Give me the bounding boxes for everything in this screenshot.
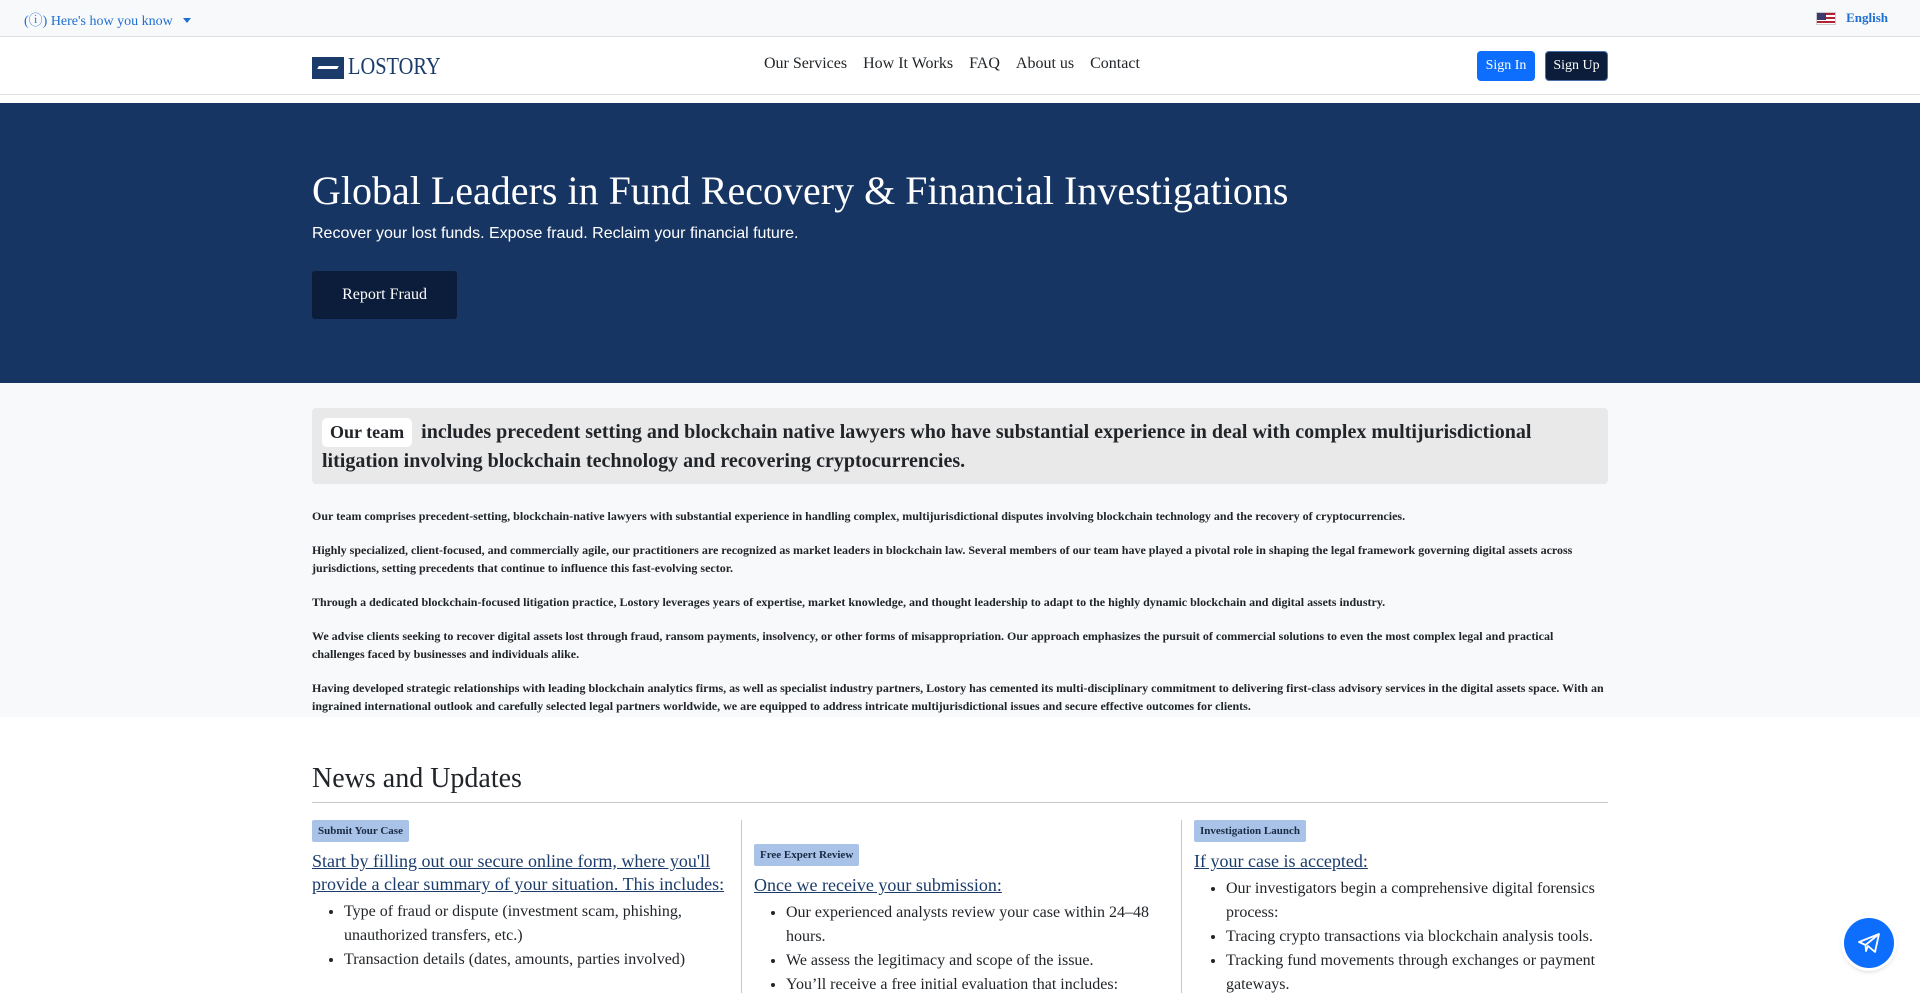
news-column-investigation-launch	[1181, 820, 1601, 993]
hero-title: Global Leaders in Fund Recovery & Financial Investigations	[312, 168, 1289, 213]
telegram-icon	[1856, 931, 1882, 955]
team-headline: includes precedent setting and blockchain native lawyers who have substantial experience in deal with complex multijurisdictional litigation involving blockchain technology and recovering cryptocurrencies.	[322, 421, 1532, 472]
team-section	[0, 383, 1920, 717]
team-paragraph: Our team comprises precedent-setting, blockchain-native lawyers with substantial experience in handling complex, multijurisdictional disputes involving blockchain technology and the recovery of cryptocurrencies.	[312, 509, 1406, 523]
heres-how-you-know-label: (ⓘ) Here's how you know	[24, 14, 173, 29]
list-item: • You’ll receive a free initial evaluation that includes:	[786, 973, 1161, 993]
chevron-down-icon	[183, 18, 191, 23]
sign-in-button[interactable]: Sign In	[1477, 51, 1535, 81]
telegram-chat-button[interactable]	[1844, 918, 1894, 968]
list-item: • Tracing crypto transactions via blockchain analysis tools.	[1226, 925, 1601, 949]
report-fraud-button[interactable]: Report Fraud	[312, 271, 457, 319]
list-item: • Tracking fund movements through exchanges or payment gateways.	[1226, 949, 1601, 993]
us-flag-icon	[1816, 12, 1836, 25]
step-heading-link[interactable]: Once we receive your submission:	[754, 875, 1002, 895]
list-item: • Our investigators begin a comprehensive digital forensics process:	[1226, 877, 1601, 925]
logo[interactable]	[312, 54, 457, 81]
news-column-expert-review	[741, 820, 1161, 993]
logo-text: LOSTORY	[348, 54, 441, 80]
logo-mark-icon	[312, 57, 344, 79]
team-paragraph: Through a dedicated blockchain-focused litigation practice, Lostory leverages years of expertise, market knowledge, and thought leadership to adapt to the highly dynamic blockchain and digital assets industry.	[312, 595, 1386, 609]
language-label: English	[1846, 10, 1888, 25]
step-heading-link[interactable]: Start by filling out our secure online form, where you'll provide a clear summary of your situation. This includes:	[312, 851, 725, 894]
news-title: News and Updates	[312, 763, 522, 794]
news-column-submit-case	[312, 820, 732, 972]
news-divider	[312, 802, 1608, 803]
team-paragraph: Having developed strategic relationships with leading blockchain analytics firms, as well as specialist industry partners, Lostory has cemented its multi-disciplinary commitment to delivering first-class advisory services in the digital assets space. With an ingrained international outlook and carefully selected legal partners worldwide, we are equipped to address intricate multijurisdictional issues and secure effective outcomes for clients.	[312, 681, 1604, 713]
team-paragraph: Highly specialized, client-focused, and commercially agile, our practitioners are recognized as market leaders in blockchain law. Several members of our team have played a pivotal role in shaping the legal framework governing digital assets across jurisdictions, setting precedents that continue to influence this fast-evolving sector.	[312, 543, 1573, 575]
gov-banner	[0, 0, 1920, 37]
step-badge: Free Expert Review	[754, 844, 859, 866]
navbar	[0, 37, 1920, 95]
step-badge: Submit Your Case	[312, 820, 409, 842]
hero-section	[0, 103, 1920, 383]
step-list	[1194, 877, 1601, 993]
step-heading-link[interactable]: If your case is accepted:	[1194, 851, 1368, 871]
team-paragraphs	[312, 507, 1608, 731]
team-chip: Our team	[322, 418, 412, 447]
nav-link-about-us[interactable]: About us	[1015, 55, 1075, 72]
nav-link-contact[interactable]: Contact	[1090, 55, 1140, 72]
nav-link-how-it-works[interactable]: How It Works	[863, 55, 954, 72]
language-selector[interactable]	[1816, 10, 1888, 26]
heres-how-you-know-toggle[interactable]	[24, 10, 191, 30]
step-list	[754, 901, 1161, 993]
hero-subtitle: Recover your lost funds. Expose fraud. Reclaim your financial future.	[312, 225, 799, 242]
nav-link-our-services[interactable]: Our Services	[764, 55, 848, 72]
nav-links	[764, 55, 1140, 73]
team-paragraph: We advise clients seeking to recover digital assets lost through fraud, ransom payments, insolvency, or other forms of misappropriation. Our approach emphasizes the pursuit of commercial solutions to even the most complex legal and practical challenges faced by businesses and individuals alike.	[312, 629, 1554, 661]
list-item: • Type of fraud or dispute (investment scam, phishing, unauthorized transfers, etc.)	[344, 900, 732, 948]
team-headline-box	[312, 408, 1608, 484]
nav-link-faq[interactable]: FAQ	[969, 55, 1000, 72]
list-item: • We assess the legitimacy and scope of the issue.	[786, 949, 1161, 973]
list-item: • Transaction details (dates, amounts, parties involved)	[344, 948, 732, 972]
list-item: • Our experienced analysts review your case within 24–48 hours.	[786, 901, 1161, 949]
step-list	[312, 900, 732, 972]
sign-up-button[interactable]: Sign Up	[1545, 51, 1608, 81]
step-badge: Investigation Launch	[1194, 820, 1306, 842]
